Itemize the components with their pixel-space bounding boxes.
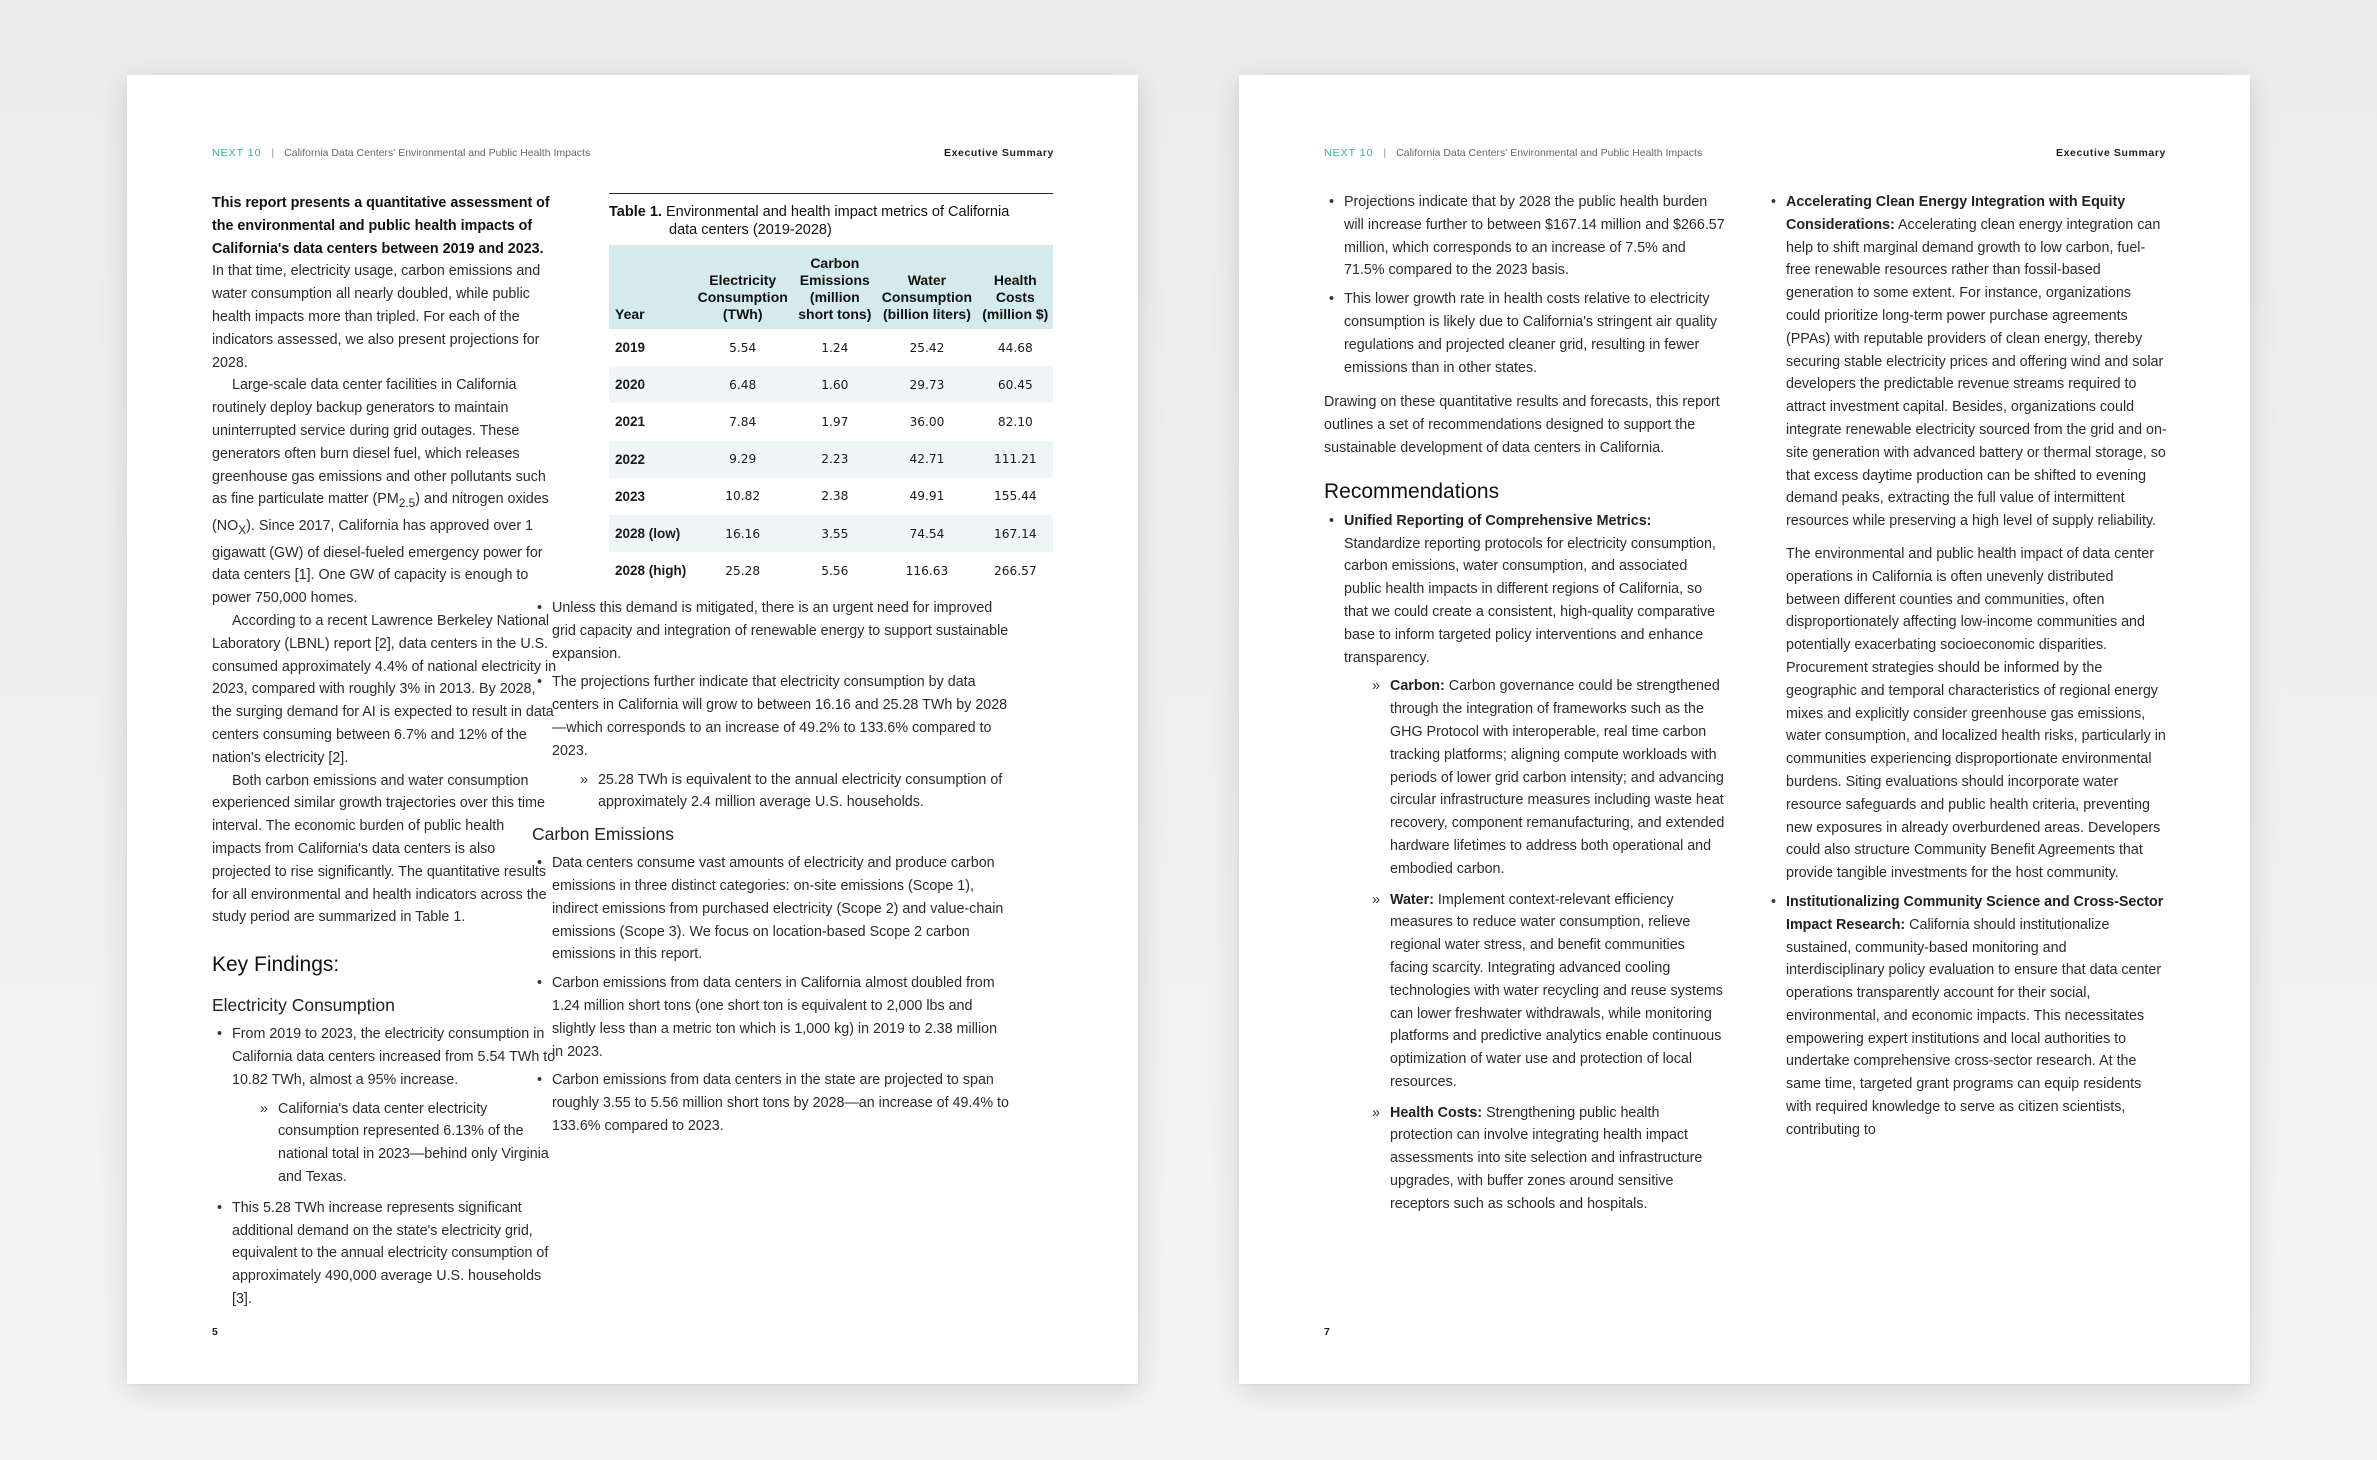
table-cell: 29.73 [876, 366, 977, 403]
table-cell: 7.84 [692, 403, 793, 440]
list-item [212, 1023, 557, 1189]
table-header-line: (billion liters) [882, 306, 971, 322]
table-label: Table 1. [609, 204, 662, 220]
table-row [609, 403, 1053, 440]
table-cell: 2.38 [793, 478, 876, 515]
list-item: • Carbon emissions from data centers in the state are projected to span roughly 3.55 to 5.56 million short tons by 2028—an increase of 49.4% to 133.6% compared to 2023. [532, 1069, 1012, 1137]
table-cell: 1.24 [793, 329, 876, 366]
recommendations-list-cont [1766, 191, 2169, 533]
list-item [1766, 191, 2169, 533]
table-header-cell [978, 245, 1053, 329]
page-number: 7 [1324, 1326, 1330, 1338]
section-title: Executive Summary [2055, 147, 2166, 159]
carbon-heading: Carbon Emissions [532, 824, 674, 845]
table-cell: 25.28 [692, 552, 793, 589]
sub-list [552, 769, 1012, 815]
nox-subscript: X [238, 522, 247, 537]
table-cell: 167.14 [978, 515, 1053, 552]
recommendations-list-cont2 [1766, 891, 2169, 1142]
table-cell: 82.10 [978, 403, 1053, 440]
metrics-table [609, 245, 1053, 589]
table-cell: 42.71 [876, 441, 977, 478]
sub-list-item [1344, 675, 1726, 880]
table-header-line: (million $) [982, 306, 1049, 322]
carbon-list [532, 852, 1012, 1138]
table-cell: 10.82 [692, 478, 793, 515]
table-cell: 44.68 [978, 329, 1053, 366]
table-cell: 36.00 [876, 403, 977, 440]
trajectory-paragraph: Both carbon emissions and water consumption experienced similar growth trajectories over this time interval. The economic burden of public health impacts from California's data centers is also projected to rise significantly. The quantitative results for all environmental and health indicators across the study period are summarized in Table 1. [212, 772, 547, 926]
rec1-text: Standardize reporting protocols for electricity consumption, carbon emissions, water consumption, and associated public health impacts in different regions of California, so that we could create a consistent, high-quality comparative base to inform targeted policy interventions and enhance transparency. [1344, 535, 1716, 666]
table-year-cell: 2019 [609, 329, 692, 366]
water-term: Water: [1390, 891, 1434, 908]
intro-paragraph [212, 192, 557, 374]
table-row [609, 441, 1053, 478]
list-item: • Projections indicate that by 2028 the public health burden will increase further to between $167.14 million and $266.57 million, which corresponds to an increase of 7.5% and 71.5% compared to the 2023 basis. [1324, 191, 1726, 282]
brand-name: NEXT 10 [212, 147, 262, 159]
carbon-term: Carbon: [1390, 678, 1445, 695]
table-cell: 25.42 [876, 329, 977, 366]
table-cell: 266.57 [978, 552, 1053, 589]
table-row [609, 478, 1053, 515]
table-cell: 111.21 [978, 441, 1053, 478]
table-header-line: (million [809, 289, 860, 305]
table-header-line: Emissions [799, 272, 870, 288]
table-cell: 155.44 [978, 478, 1053, 515]
rec1-term: Unified Reporting of Comprehensive Metrics: [1344, 512, 1652, 529]
health-term: Health Costs: [1390, 1104, 1483, 1121]
table-header-line: Carbon [810, 255, 860, 271]
table-header-cell [692, 245, 793, 329]
right-column [1766, 191, 2169, 1148]
list-item: • Carbon emissions from data centers in California almost doubled from 1.24 million short tons (one short ton is equivalent to 2,000 lbs and slightly less than a metric ton which is 1,000 kg) in 2019 to 2.38 million in 2023. [532, 972, 1012, 1063]
table-row [609, 366, 1053, 403]
table-cell: 2.23 [793, 441, 876, 478]
document-page-5 [127, 75, 1138, 1384]
table-cell: 9.29 [692, 441, 793, 478]
table-header-line: Year [615, 306, 645, 322]
list-item [1324, 510, 1726, 1216]
table-header-line: Costs [995, 289, 1035, 305]
list-item: • This 5.28 TWh increase represents significant additional demand on the state's electricity grid, equivalent to the annual electricity consumption of approximately 490,000 average U.S. households [3]. [212, 1197, 557, 1311]
table-year-cell: 2021 [609, 403, 692, 440]
left-column [1324, 191, 1726, 1224]
electricity-list [212, 1023, 557, 1311]
table-row [609, 515, 1053, 552]
brand-name: NEXT 10 [1324, 147, 1374, 159]
sub-list-item [1344, 889, 1726, 1094]
table-header-line: short tons) [798, 306, 872, 322]
table-cell: 16.16 [692, 515, 793, 552]
list-item: • This lower growth rate in health costs relative to electricity consumption is likely due to California's stringent air quality regulations and projected cleaner grid, resulting in fewer emissions than in other states. [1324, 288, 1726, 379]
list-item [1766, 891, 2169, 1142]
intro-rest: In that time, electricity usage, carbon emissions and water consumption all nearly doubled, while public health impacts more than tripled. For each of the indicators assessed, we also present projections for 2028. [212, 263, 541, 371]
table-year-cell: 2022 [609, 441, 692, 478]
table-header-cell [876, 245, 977, 329]
report-title: California Data Centers' Environmental and Public Health Impacts [1396, 147, 1703, 159]
table-caption-line2: data centers (2019-2028) [669, 222, 832, 238]
table-header-row [609, 245, 1053, 329]
equity-paragraph: The environmental and public health impact of data center operations in California is often unevenly distributed between different counties and communities, often disproportionately affecting low-income communities and potentially exacerbating socioeconomic disparities. Procurement strategies should be informed by the geographic and temporal characteristics of regional energy mixes and explicitly consider greenhouse gas emissions, water consumption, and localized health risks, particularly in communities experiencing disproportionate environmental burdens. Siting evaluations should incorporate water resource safeguards and public health criteria, preventing new exposures in already overburdened areas. Developers could also structure Community Benefit Agreements that provide tangible investments for the host community. [1786, 545, 2166, 882]
generators-paragraph [212, 374, 557, 610]
table-year-cell: 2020 [609, 366, 692, 403]
table-cell: 5.54 [692, 329, 793, 366]
sub-list [1344, 675, 1726, 1215]
sub-list-item [1344, 1102, 1726, 1216]
table-cell: 60.45 [978, 366, 1053, 403]
rec2-term: Accelerating Clean Energy Integration with Equity Considerations: [1786, 194, 2126, 233]
generators-text-a: Large-scale data center facilities in California routinely deploy backup generators to maintain uninterrupted service during grid outages. These generators often burn diesel fuel, which releases greenhouse gas emissions and other pollutants such as fine particulate matter (PM [212, 377, 546, 508]
running-header [212, 147, 1054, 163]
left-column [212, 192, 557, 1317]
lbnl-paragraph: According to a recent Lawrence Berkeley National Laboratory (LBNL) report [2], data centers in the U.S. consumed approximately 4.4% of national electricity in 2023, compared with roughly 3% in 2013. By 2028, the surging demand for AI is expected to result in data centers consuming between 6.7% and 12% of the nation's electricity [2]. [212, 613, 557, 766]
section-title: Executive Summary [943, 147, 1054, 159]
table-cell: 6.48 [692, 366, 793, 403]
projection-bullet-text: The projections further indicate that electricity consumption by data centers in California will grow to between 16.16 and 25.28 TWh by 2028—which corresponds to an increase of 49.2% to 133.6% compared to 2023. [552, 674, 1008, 759]
report-title: California Data Centers' Environmental and Public Health Impacts [284, 147, 591, 159]
table-cell: 49.91 [876, 478, 977, 515]
key-findings-heading: Key Findings: [212, 953, 340, 977]
recommendations-heading: Recommendations [1324, 479, 1500, 503]
grid-list [532, 597, 1012, 814]
table-year-cell: 2028 (high) [609, 552, 692, 589]
table-header-line: Electricity [709, 272, 777, 288]
table-header-line: (TWh) [722, 306, 763, 322]
table-header-line: Water [907, 272, 947, 288]
table-body [609, 329, 1053, 589]
list-item: • Data centers consume vast amounts of electricity and produce carbon emissions in three distinct categories: on-site emissions (Scope 1), indirect emissions from purchased electricity (Scope 2) and value-chain emissions (Scope 3). We focus on location-based Scope 2 carbon emissions in this report. [532, 852, 1012, 966]
table-header-line: Health [993, 272, 1037, 288]
sub-list [232, 1098, 557, 1189]
header-separator: | [271, 147, 275, 159]
rec2-text: Accelerating clean energy integration can help to shift marginal demand growth to low carbon, fuel-free renewable resources rather than fossil-based generation to some extent. For instance, organizations could prioritize long-term power purchase agreements (PPAs) with reputable providers of clean energy, thereby securing stable electricity prices and offering wind and solar developers the predictable revenue streams required to attract investment capital. Besides, organizations could integrate renewable electricity sourced from the grid and on-site generation with advanced battery or thermal storage, so that excess daytime production can be shifted to evening demand peaks, extracting the full value of intermittent resources while preserving a high level of supply reliability. [1786, 216, 2167, 530]
table-cell: 116.63 [876, 552, 977, 589]
carbon-text: Carbon governance could be strengthened through the integration of frameworks such as the GHG Protocol with interoperable, real time carbon tracking platforms; aligning compute workloads with periods of lower grid carbon intensity; and advancing circular infrastructure measures including waste heat recovery, component remanufacturing, and extended hardware lifetimes to address both operational and embodied carbon. [1390, 678, 1725, 877]
elec-bullet-text: From 2019 to 2023, the electricity consumption in California data centers increased from 5.54 TWh to 10.82 TWh, almost a 95% increase. [232, 1026, 556, 1088]
sub-list-item: » California's data center electricity consumption represented 6.13% of the national total in 2023—behind only Virginia and Texas. [232, 1098, 557, 1189]
table-header-cell [793, 245, 876, 329]
table-1 [609, 193, 1053, 589]
table-header-cell [609, 245, 692, 329]
running-header [1324, 147, 2166, 163]
table-row [609, 552, 1053, 589]
page-number: 5 [212, 1326, 218, 1338]
table-cell: 74.54 [876, 515, 977, 552]
table-cell: 1.97 [793, 403, 876, 440]
table-year-cell: 2028 (low) [609, 515, 692, 552]
generators-text-c: ). Since 2017, California has approved over 1 gigawatt (GW) of diesel-fueled emergency power for data centers [1]. One GW of capacity is enough to power 750,000 homes. [212, 518, 543, 607]
header-separator: | [1383, 147, 1387, 159]
table-caption [609, 194, 1053, 245]
list-item: • Unless this demand is mitigated, there is an urgent need for improved grid capacity and integration of renewable energy to support sustainable expansion. [532, 597, 1012, 665]
table-header-line: Consumption [881, 289, 973, 305]
list-item [532, 671, 1012, 814]
rec3-term: Institutionalizing Community Science and Cross-Sector Impact Research: [1786, 893, 2164, 933]
table-row [609, 329, 1053, 366]
pm-subscript: 2.5 [398, 496, 416, 511]
water-text: Implement context-relevant efficiency measures to reduce water consumption, relieve regional water stress, and benefit communities facing scarcity. Integrating advanced cooling technologies with water recycling and reuse systems can lower freshwater withdrawals, while monitoring platforms and predictive analytics enable continuous optimization of water use and protection of local resources. [1390, 891, 1723, 1090]
health-text: Strengthening public health protection can involve integrating health impact assessments into site selection and infrastructure upgrades, with buffer zones around sensitive receptors such as schools and hospitals. [1390, 1104, 1703, 1212]
recommendations-list [1324, 510, 1726, 1216]
drawing-paragraph: Drawing on these quantitative results and forecasts, this report outlines a set of recommendations designed to support the sustainable development of data centers in California. [1324, 394, 1720, 456]
document-page-7 [1239, 75, 2250, 1384]
table-year-cell: 2023 [609, 478, 692, 515]
table-cell: 3.55 [793, 515, 876, 552]
health-list [1324, 191, 1726, 379]
intro-bold: This report presents a quantitative assessment of the environmental and public health impacts of California's data centers between 2019 and 2023. [212, 195, 550, 257]
rec3-text: California should institutionalize sustained, community-based monitoring and interdisciplinary policy evaluation to ensure that data center operations transparently account for their social, environmental, and economic impacts. This necessitates empowering expert institutions and local authorities to undertake comprehensive cross-sector research. At the same time, targeted grant programs can equip residents with required knowledge to serve as citizen scientists, contributing to [1786, 916, 2162, 1138]
generators-text-b: ) and nitrogen oxides (NO [212, 491, 549, 535]
table-cell: 5.56 [793, 552, 876, 589]
sub-list-item: » 25.28 TWh is equivalent to the annual electricity consumption of approximately 2.4 million average U.S. households. [552, 769, 1012, 815]
table-caption-line1: Environmental and health impact metrics of California [665, 204, 1010, 220]
right-column [532, 597, 1012, 1144]
table-header-line: Consumption [697, 289, 788, 305]
table-cell: 1.60 [793, 366, 876, 403]
electricity-heading: Electricity Consumption [212, 995, 395, 1016]
